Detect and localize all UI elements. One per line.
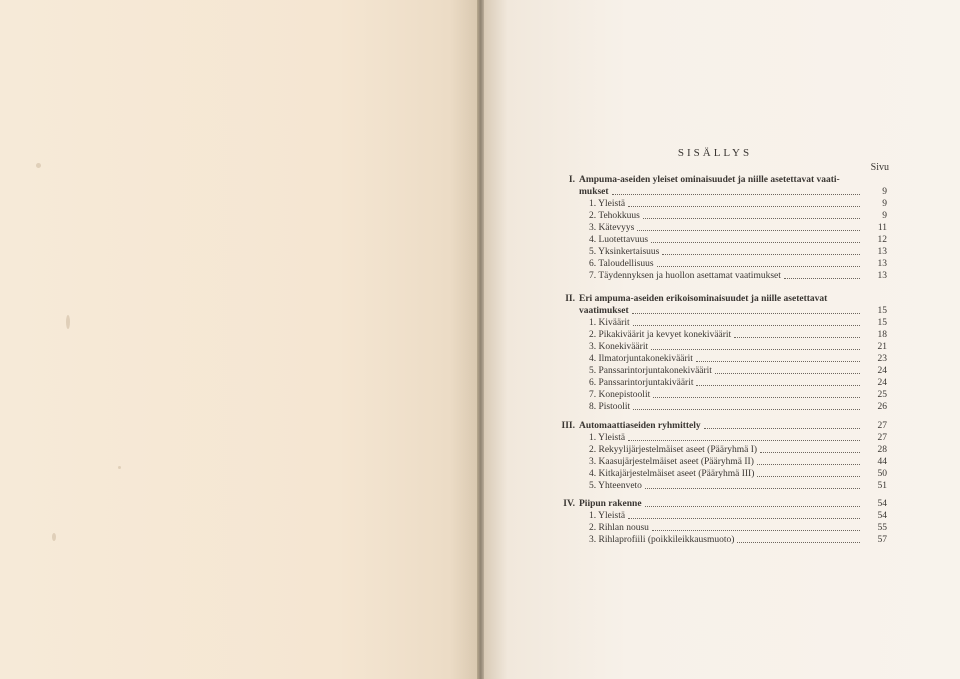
toc-entry xyxy=(557,468,887,480)
section-heading-continued xyxy=(557,186,887,198)
section-heading xyxy=(557,174,887,186)
page-number: 54 xyxy=(877,511,887,521)
page-number: 15 xyxy=(877,318,887,328)
toc-entry xyxy=(557,534,887,546)
page-number: 13 xyxy=(877,259,887,269)
leader-dots xyxy=(628,205,860,207)
toc-entry xyxy=(557,246,887,258)
toc-entry xyxy=(557,210,887,222)
entry-label: 2. Rekyylijärjestelmäiset aseet (Pääryhmä I) xyxy=(589,445,758,455)
entry-label: 4. Ilmatorjuntakonekiväärit xyxy=(589,354,693,364)
entry-label: 6. Taloudellisuus xyxy=(589,259,654,269)
toc-entry xyxy=(557,432,887,444)
section-numeral: III. xyxy=(561,421,575,431)
section-title-cont: mukset xyxy=(579,187,609,197)
entry-label: 2. Rihlan nousu xyxy=(589,523,649,533)
page-number: 13 xyxy=(877,271,887,281)
section-heading-continued xyxy=(557,305,887,317)
toc-entry xyxy=(557,353,887,365)
entry-label: 3. Rihlaprofiili (poikkileikkausmuoto) xyxy=(589,535,735,545)
toc-entry xyxy=(557,522,887,534)
toc-entry xyxy=(557,389,887,401)
entry-label: 1. Kiväärit xyxy=(589,318,630,328)
toc-section-2 xyxy=(557,293,887,413)
page-number: 28 xyxy=(877,445,887,455)
section-heading xyxy=(557,498,887,510)
leader-dots xyxy=(757,475,860,477)
entry-label: 1. Yleistä xyxy=(589,433,626,443)
section-title: Eri ampuma-aseiden erikoisominaisuudet ja niille asetettavat xyxy=(579,294,828,304)
toc-title: SISÄLLYS xyxy=(677,147,753,159)
section-heading xyxy=(557,420,887,432)
leader-dots xyxy=(651,348,860,350)
toc-entry xyxy=(557,365,887,377)
section-numeral: II. xyxy=(565,294,575,304)
leader-dots xyxy=(637,229,860,231)
entry-label: 3. Kätevyys xyxy=(589,223,635,233)
paper-stain xyxy=(118,466,121,469)
page-number: 23 xyxy=(877,354,887,364)
leader-dots xyxy=(704,427,860,429)
leader-dots xyxy=(653,396,860,398)
page-number: 15 xyxy=(877,306,887,316)
section-heading xyxy=(557,293,887,305)
leader-dots xyxy=(651,241,860,243)
toc-section-3 xyxy=(557,420,887,492)
toc-entry xyxy=(557,329,887,341)
section-title-cont: vaatimukset xyxy=(579,306,629,316)
entry-label: 5. Panssarintorjuntakonekiväärit xyxy=(589,366,712,376)
page-number: 54 xyxy=(877,499,887,509)
leader-dots xyxy=(715,372,860,374)
page-number: 13 xyxy=(877,247,887,257)
leader-dots xyxy=(784,277,860,279)
page-number: 11 xyxy=(877,223,887,233)
leader-dots xyxy=(734,336,860,338)
page-number: 25 xyxy=(877,390,887,400)
toc-entry xyxy=(557,270,887,282)
page-number: 44 xyxy=(877,457,887,467)
toc-entry xyxy=(557,480,887,492)
entry-label: 7. Täydennyksen ja huollon asettamat vaatimukset xyxy=(589,271,781,281)
leader-dots xyxy=(696,384,860,386)
toc-entry xyxy=(557,444,887,456)
page-number: 57 xyxy=(877,535,887,545)
page-number: 12 xyxy=(877,235,887,245)
leader-dots xyxy=(628,439,860,441)
section-numeral: I. xyxy=(568,175,575,185)
entry-label: 4. Luotettavuus xyxy=(589,235,649,245)
toc-entry xyxy=(557,377,887,389)
toc-entry xyxy=(557,401,887,413)
page-number: 55 xyxy=(877,523,887,533)
toc-entry xyxy=(557,510,887,522)
toc-entry xyxy=(557,198,887,210)
page-column-header: Sivu xyxy=(870,162,889,173)
section-title: Automaattiaseiden ryhmittely xyxy=(579,421,701,431)
page-number: 27 xyxy=(877,433,887,443)
entry-label: 5. Yksinkertaisuus xyxy=(589,247,660,257)
leader-dots xyxy=(633,324,860,326)
entry-label: 5. Yhteenveto xyxy=(589,481,642,491)
leader-dots xyxy=(652,529,860,531)
page-number: 24 xyxy=(877,378,887,388)
entry-label: 7. Konepistoolit xyxy=(589,390,651,400)
entry-label: 3. Konekiväärit xyxy=(589,342,649,352)
leader-dots xyxy=(696,360,860,362)
left-page-blank xyxy=(0,0,478,679)
page-number: 18 xyxy=(877,330,887,340)
paper-stain xyxy=(36,163,41,168)
page-number: 51 xyxy=(877,481,887,491)
leader-dots xyxy=(628,517,860,519)
paper-stain xyxy=(66,315,70,329)
toc-section-1 xyxy=(557,174,887,282)
leader-dots xyxy=(662,253,860,255)
leader-dots xyxy=(633,408,860,410)
entry-label: 2. Pikakiväärit ja kevyet konekiväärit xyxy=(589,330,732,340)
leader-dots xyxy=(657,265,860,267)
leader-dots xyxy=(643,217,860,219)
section-title: Ampuma-aseiden yleiset ominaisuudet ja niille asetettavat vaati- xyxy=(579,175,840,185)
page-number: 21 xyxy=(877,342,887,352)
page-number: 9 xyxy=(882,187,887,197)
page-number: 24 xyxy=(877,366,887,376)
entry-label: 8. Pistoolit xyxy=(589,402,631,412)
page-number: 9 xyxy=(882,199,887,209)
entry-label: 1. Yleistä xyxy=(589,511,626,521)
toc-entry xyxy=(557,234,887,246)
leader-dots xyxy=(737,541,860,543)
leader-dots xyxy=(760,451,860,453)
toc-entry xyxy=(557,222,887,234)
leader-dots xyxy=(612,193,860,195)
entry-label: 3. Kaasujärjestelmäiset aseet (Pääryhmä II) xyxy=(589,457,754,467)
leader-dots xyxy=(757,463,860,465)
toc-section-4 xyxy=(557,498,887,546)
entry-label: 1. Yleistä xyxy=(589,199,626,209)
section-title: Piipun rakenne xyxy=(579,499,642,509)
page-number: 9 xyxy=(882,211,887,221)
page-number: 26 xyxy=(877,402,887,412)
toc-entry xyxy=(557,317,887,329)
section-numeral: IV. xyxy=(563,499,575,509)
entry-label: 2. Tehokkuus xyxy=(589,211,640,221)
paper-stain xyxy=(52,533,56,541)
leader-dots xyxy=(645,505,860,507)
toc-entry xyxy=(557,456,887,468)
page-number: 50 xyxy=(877,469,887,479)
leader-dots xyxy=(632,312,860,314)
leader-dots xyxy=(645,487,860,489)
page-number: 27 xyxy=(877,421,887,431)
toc-entry xyxy=(557,258,887,270)
toc-entry xyxy=(557,341,887,353)
entry-label: 6. Panssarintorjuntakiväärit xyxy=(589,378,694,388)
entry-label: 4. Kitkajärjestelmäiset aseet (Pääryhmä III) xyxy=(589,469,755,479)
